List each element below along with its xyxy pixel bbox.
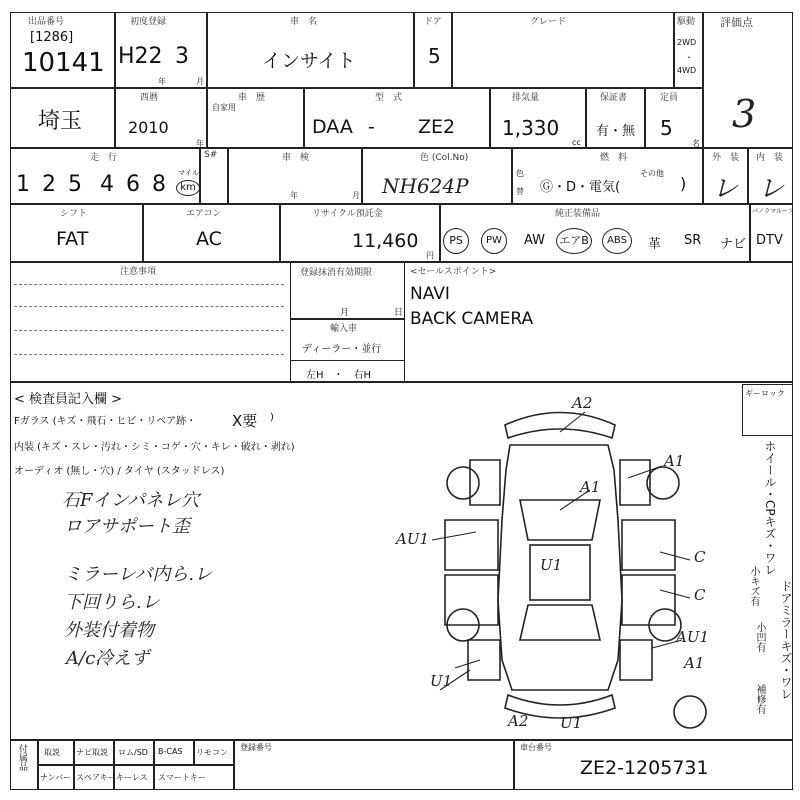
venue-label: 出品番号 [28,17,65,27]
mark-a1-right: A1 [664,452,685,470]
capacity-unit: 名 [692,139,700,148]
mirror-label: ドアミラーキズ・ワレ [779,580,793,700]
extra-label: パノラマルーフ [752,208,794,215]
glass-line: Fガラス (キズ・飛石・ヒビ・リペア跡・ [14,416,197,427]
acc-plate: ナンバー [40,773,72,782]
year-unit-2: 年 [196,139,204,148]
equipment-ps-circled: PS [443,228,469,254]
handwritten-note-6: A/c冷えず [66,648,150,669]
model-name: インサイト [262,50,356,72]
ac-value: AC [196,228,222,250]
mark-au1-right: AU1 [676,628,710,646]
era: H22 [118,44,163,69]
mark-u1-left: U1 [430,672,453,690]
interior-line: 内装 (キズ・スレ・汚れ・シミ・コゲ・穴・キレ・破れ・剥れ) [14,442,295,453]
inspection-year-unit: 年 [290,191,298,200]
handle-divider [290,360,405,361]
model-code: ZE2 [418,116,456,138]
caution-line [14,306,284,307]
import-label: 輸入車 [330,324,358,334]
gear-lock-label: ギーロック [745,389,785,398]
exterior-grade: レ [712,174,739,204]
acc-remote: リモコン [196,748,228,757]
shift-value: FAT [56,228,89,250]
sales-point-1: NAVI [410,284,450,304]
mark-u1-bottom: U1 [560,714,583,732]
mileage-label: 走 行 [90,153,118,163]
inspection-label: 車 検 [282,153,310,163]
capacity-value: 5 [660,116,673,140]
acc-keyless: キーレス [116,773,148,782]
fuel-close: ) [680,174,687,193]
capacity-label: 定員 [660,93,679,103]
equipment-abs-circled: ABS [602,228,632,254]
drive-2wd: 2WD [677,38,697,47]
inspection-month-unit: 月 [352,191,360,200]
year-label: 西暦 [140,93,159,103]
color-label: 色 (Col.No) [420,153,469,163]
glass-line-close: ) [270,412,274,423]
registration-divider [290,318,405,320]
handwritten-note-5: 外装付着物 [64,620,154,641]
acc-manual: 取説 [44,748,60,757]
drive-4wd: 4WD [677,66,697,75]
fuel-label: 燃 料 [600,153,628,163]
caution-line [14,330,284,331]
repair-label: 補修有 [754,684,765,714]
region: 埼玉 [38,109,83,134]
drive-label: 駆動 [677,17,696,27]
ac-label: エアコン [186,209,222,219]
small-scratch-label: 小キズ有 [748,566,759,606]
equipment-aw: AW [524,233,546,248]
reg-day-unit: 日 [394,308,404,318]
mark-a1-front: A1 [580,478,601,496]
displacement-label: 排気量 [512,93,540,103]
dealer-options: ディーラー・並行 [302,344,382,355]
mileage-digit: 5 [68,172,82,197]
model-code-label: 型 式 [375,93,403,103]
mark-a2-top: A2 [572,394,593,412]
sales-point-2: BACK CAMERA [410,309,534,329]
reg-number-cell [234,740,514,790]
fuel-options: Ⓖ・D・電気( [540,180,621,195]
equipment-label: 純正装備品 [555,209,601,219]
equipment-airbag-circled: エアB [556,228,592,254]
acc-smart-key: スマートキー [158,773,206,782]
acc-navi-manual: ナビ取説 [76,748,108,757]
small-dent-label: 小凹有 [754,622,765,652]
lot-number: 10141 [22,48,105,78]
shift-label: シフト [60,209,88,219]
color-code: NH624P [382,174,469,198]
registration-label: 登録抹消有効期限 [300,268,373,278]
yen-unit: 円 [426,251,434,260]
score-value: 3 [732,92,757,136]
sno-label: S# [204,150,218,160]
audio-tire-line: オーディオ (無し・穴) / タイヤ (スタッドレス) [14,466,225,477]
mileage-digit: 6 [126,172,140,197]
chassis-label: 車台番号 [520,743,552,752]
interior-grade: レ [758,174,785,204]
chassis-number: ZE2-1205731 [580,757,709,779]
displacement-value: 1,330 [502,116,560,140]
change-side: 替 [516,187,524,196]
lot-prefix: [1286] [30,30,74,45]
warranty-value: 有・無 [596,124,636,139]
score-label: 評価点 [720,16,753,29]
warranty-label: 保証書 [600,93,628,103]
handwritten-note-1: 石Fインパネレ穴 [62,490,200,511]
inspector-title: < 検査員記入欄 > [14,392,123,407]
equipment-leather: 革 [648,237,662,252]
handwritten-note-2: ロアサポート歪 [64,516,190,537]
mark-a1-rear: A1 [684,654,705,672]
reg-number-label: 登録番号 [240,743,272,752]
equipment-pw-circled: PW [481,228,507,254]
handwritten-note-3: ミラーレバ内ら.レ [64,564,213,585]
drive-dot: ・ [685,53,693,62]
grade-label: グレード [530,17,567,27]
equipment-navi: ナビ [720,237,747,252]
mark-c-right-2: C [694,586,706,604]
mileage-mile-label: マイル [178,169,199,177]
caution-line [14,354,284,355]
mileage-digit: 1 [16,172,30,197]
mileage-digit: 8 [152,172,166,197]
model-code-dash: - [368,116,375,138]
reg-month: 3 [175,44,189,69]
first-reg-label: 初度登録 [130,17,167,27]
model-label: 車 名 [290,17,318,27]
history-note: 自家用 [212,103,236,112]
equipment-sunroof: SR [684,233,702,248]
recycle-fee: 11,460 [352,230,419,252]
acc-bcas: B-CAS [158,747,183,756]
mark-au1: AU1 [396,530,430,548]
recycle-label: リサイクル預託金 [312,209,383,219]
exterior-label: 外 装 [712,153,740,163]
model-code-prefix: DAA [312,116,353,138]
month-unit: 月 [196,77,204,86]
mileage-digit: 4 [100,172,114,197]
reg-month-unit: 月 [340,308,350,318]
glass-repair-required: X要 [232,412,258,430]
interior-label: 内 装 [756,153,784,163]
cc-unit: cc [572,138,581,147]
year-value: 2010 [128,118,169,137]
mark-a2-bottom: A2 [508,712,529,730]
mileage-digit: 2 [42,172,56,197]
caution-line [14,284,284,285]
acc-rom-sd: ロム/SD [118,748,148,757]
mark-c-right-1: C [694,548,706,566]
equipment-dtv: DTV [756,233,783,248]
handwritten-note-4: 下回りら.レ [64,592,160,613]
history-label: 車 歴 [238,93,266,103]
color-side: 色 [516,169,524,178]
wheel-cap-label: ホイール・CPキズ・ワレ [763,440,777,576]
year-unit: 年 [158,77,166,86]
mark-u1-center: U1 [540,556,563,574]
doors-label: ドア [424,17,442,27]
accessories-label: 付属品 [17,744,27,771]
mileage-km-circled: km [176,180,200,196]
caution-label: 注意事項 [120,267,157,277]
sales-point-label: <セールスポイント> [410,267,497,277]
fuel-other: その他 [640,169,664,178]
handle-options: 左H ・ 右H [306,370,372,381]
doors-value: 5 [428,44,441,68]
acc-spare-key: スペアキー [76,773,116,782]
